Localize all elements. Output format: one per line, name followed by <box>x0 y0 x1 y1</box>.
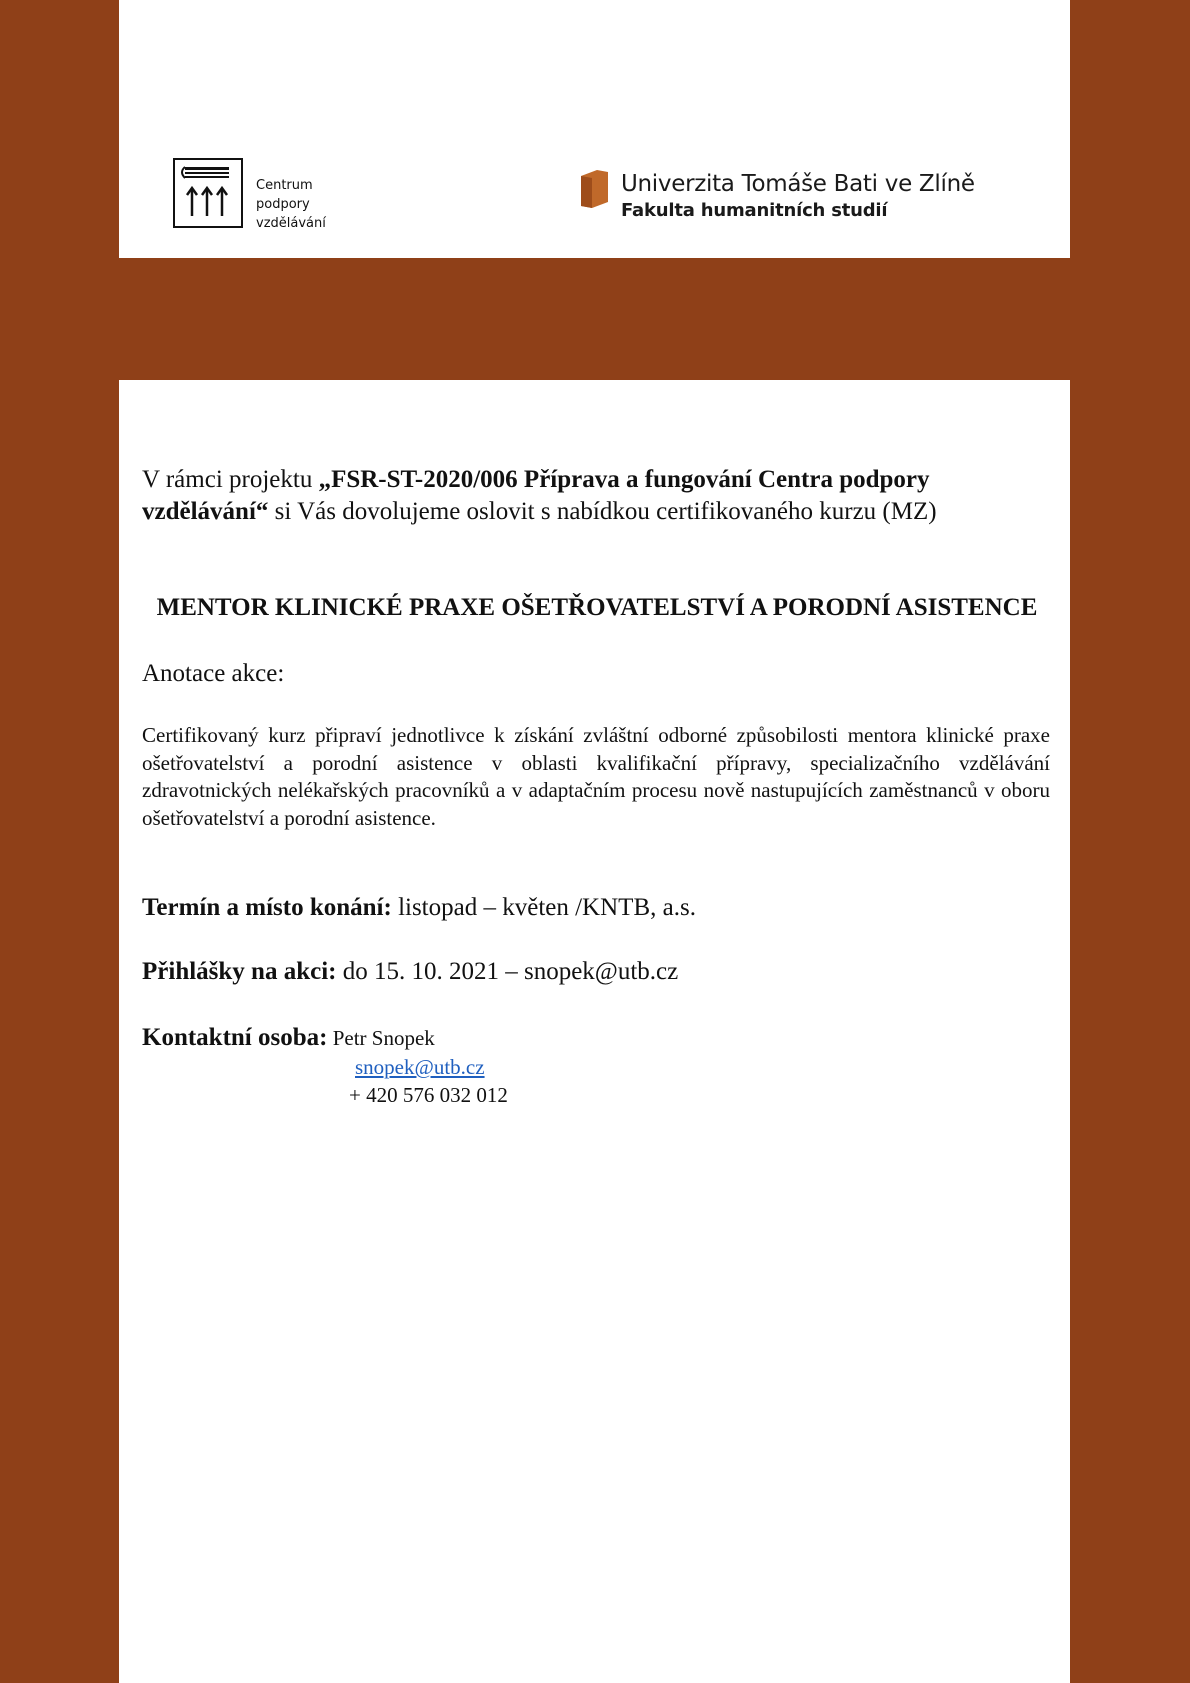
cpv-logo-line: podpory <box>256 197 310 212</box>
cpv-logo-line: vzdělávání <box>256 216 326 231</box>
application-line <box>142 956 678 988</box>
contact-line <box>142 1022 435 1054</box>
annotation-text: Certifikovaný kurz připraví jednotlivce k získání zvláštní odborné způsobilosti mentora klinické praxe ošetřovatelství a porodní asistence v oblasti kvalifikační přípravy, specializačního vzdělávání zdravotnických nelékařských pracovníků a v adaptačním procesu nově nastupujících zaměstnanců v oboru ošetřovatelství a porodní asistence. <box>142 723 1050 830</box>
contact-name: Petr Snopek <box>327 1026 435 1050</box>
project-name: „FSR-ST-2020/006 Příprava a fungování Centra podpory vzdělávání“ <box>142 466 930 525</box>
course-title: MENTOR KLINICKÉ PRAXE OŠETŘOVATELSTVÍ A PORODNÍ ASISTENCE <box>156 594 1038 621</box>
right-brown-band <box>1070 0 1190 1683</box>
utb-name: Univerzita Tomáše Bati ve Zlíně <box>621 171 975 197</box>
header-brown-band <box>0 258 1190 380</box>
utb-book-logo-icon <box>581 170 609 210</box>
term-line <box>142 892 696 924</box>
contact-label: Kontaktní osoba: <box>142 1024 328 1051</box>
term-label: Termín a místo konání: <box>142 894 392 921</box>
contact-email-link[interactable]: snopek@utb.cz <box>355 1055 485 1079</box>
left-brown-band <box>0 0 119 1683</box>
utb-faculty: Fakulta humanitních studií <box>621 200 888 221</box>
cpv-logo <box>173 158 326 233</box>
page-header <box>119 0 1070 258</box>
application-value: do 15. 10. 2021 – snopek@utb.cz <box>336 958 679 985</box>
contact-phone: + 420 576 032 012 <box>349 1083 508 1107</box>
application-label: Přihlášky na akci: <box>142 958 337 985</box>
utb-logo <box>581 170 975 224</box>
annotation-label: Anotace akce: <box>142 660 285 687</box>
cpv-logo-text <box>256 176 326 233</box>
cpv-logo-line: Centrum <box>256 178 313 193</box>
term-value: listopad – květen /KNTB, a.s. <box>391 894 696 921</box>
intro-paragraph: V rámci projektu „FSR-ST-2020/006 Příprava a fungování Centra podpory vzdělávání“ si Vás dovolujeme oslovit s nabídkou certifikovaného kurzu (MZ) <box>142 466 937 525</box>
book-arrows-logo-icon <box>173 158 243 228</box>
